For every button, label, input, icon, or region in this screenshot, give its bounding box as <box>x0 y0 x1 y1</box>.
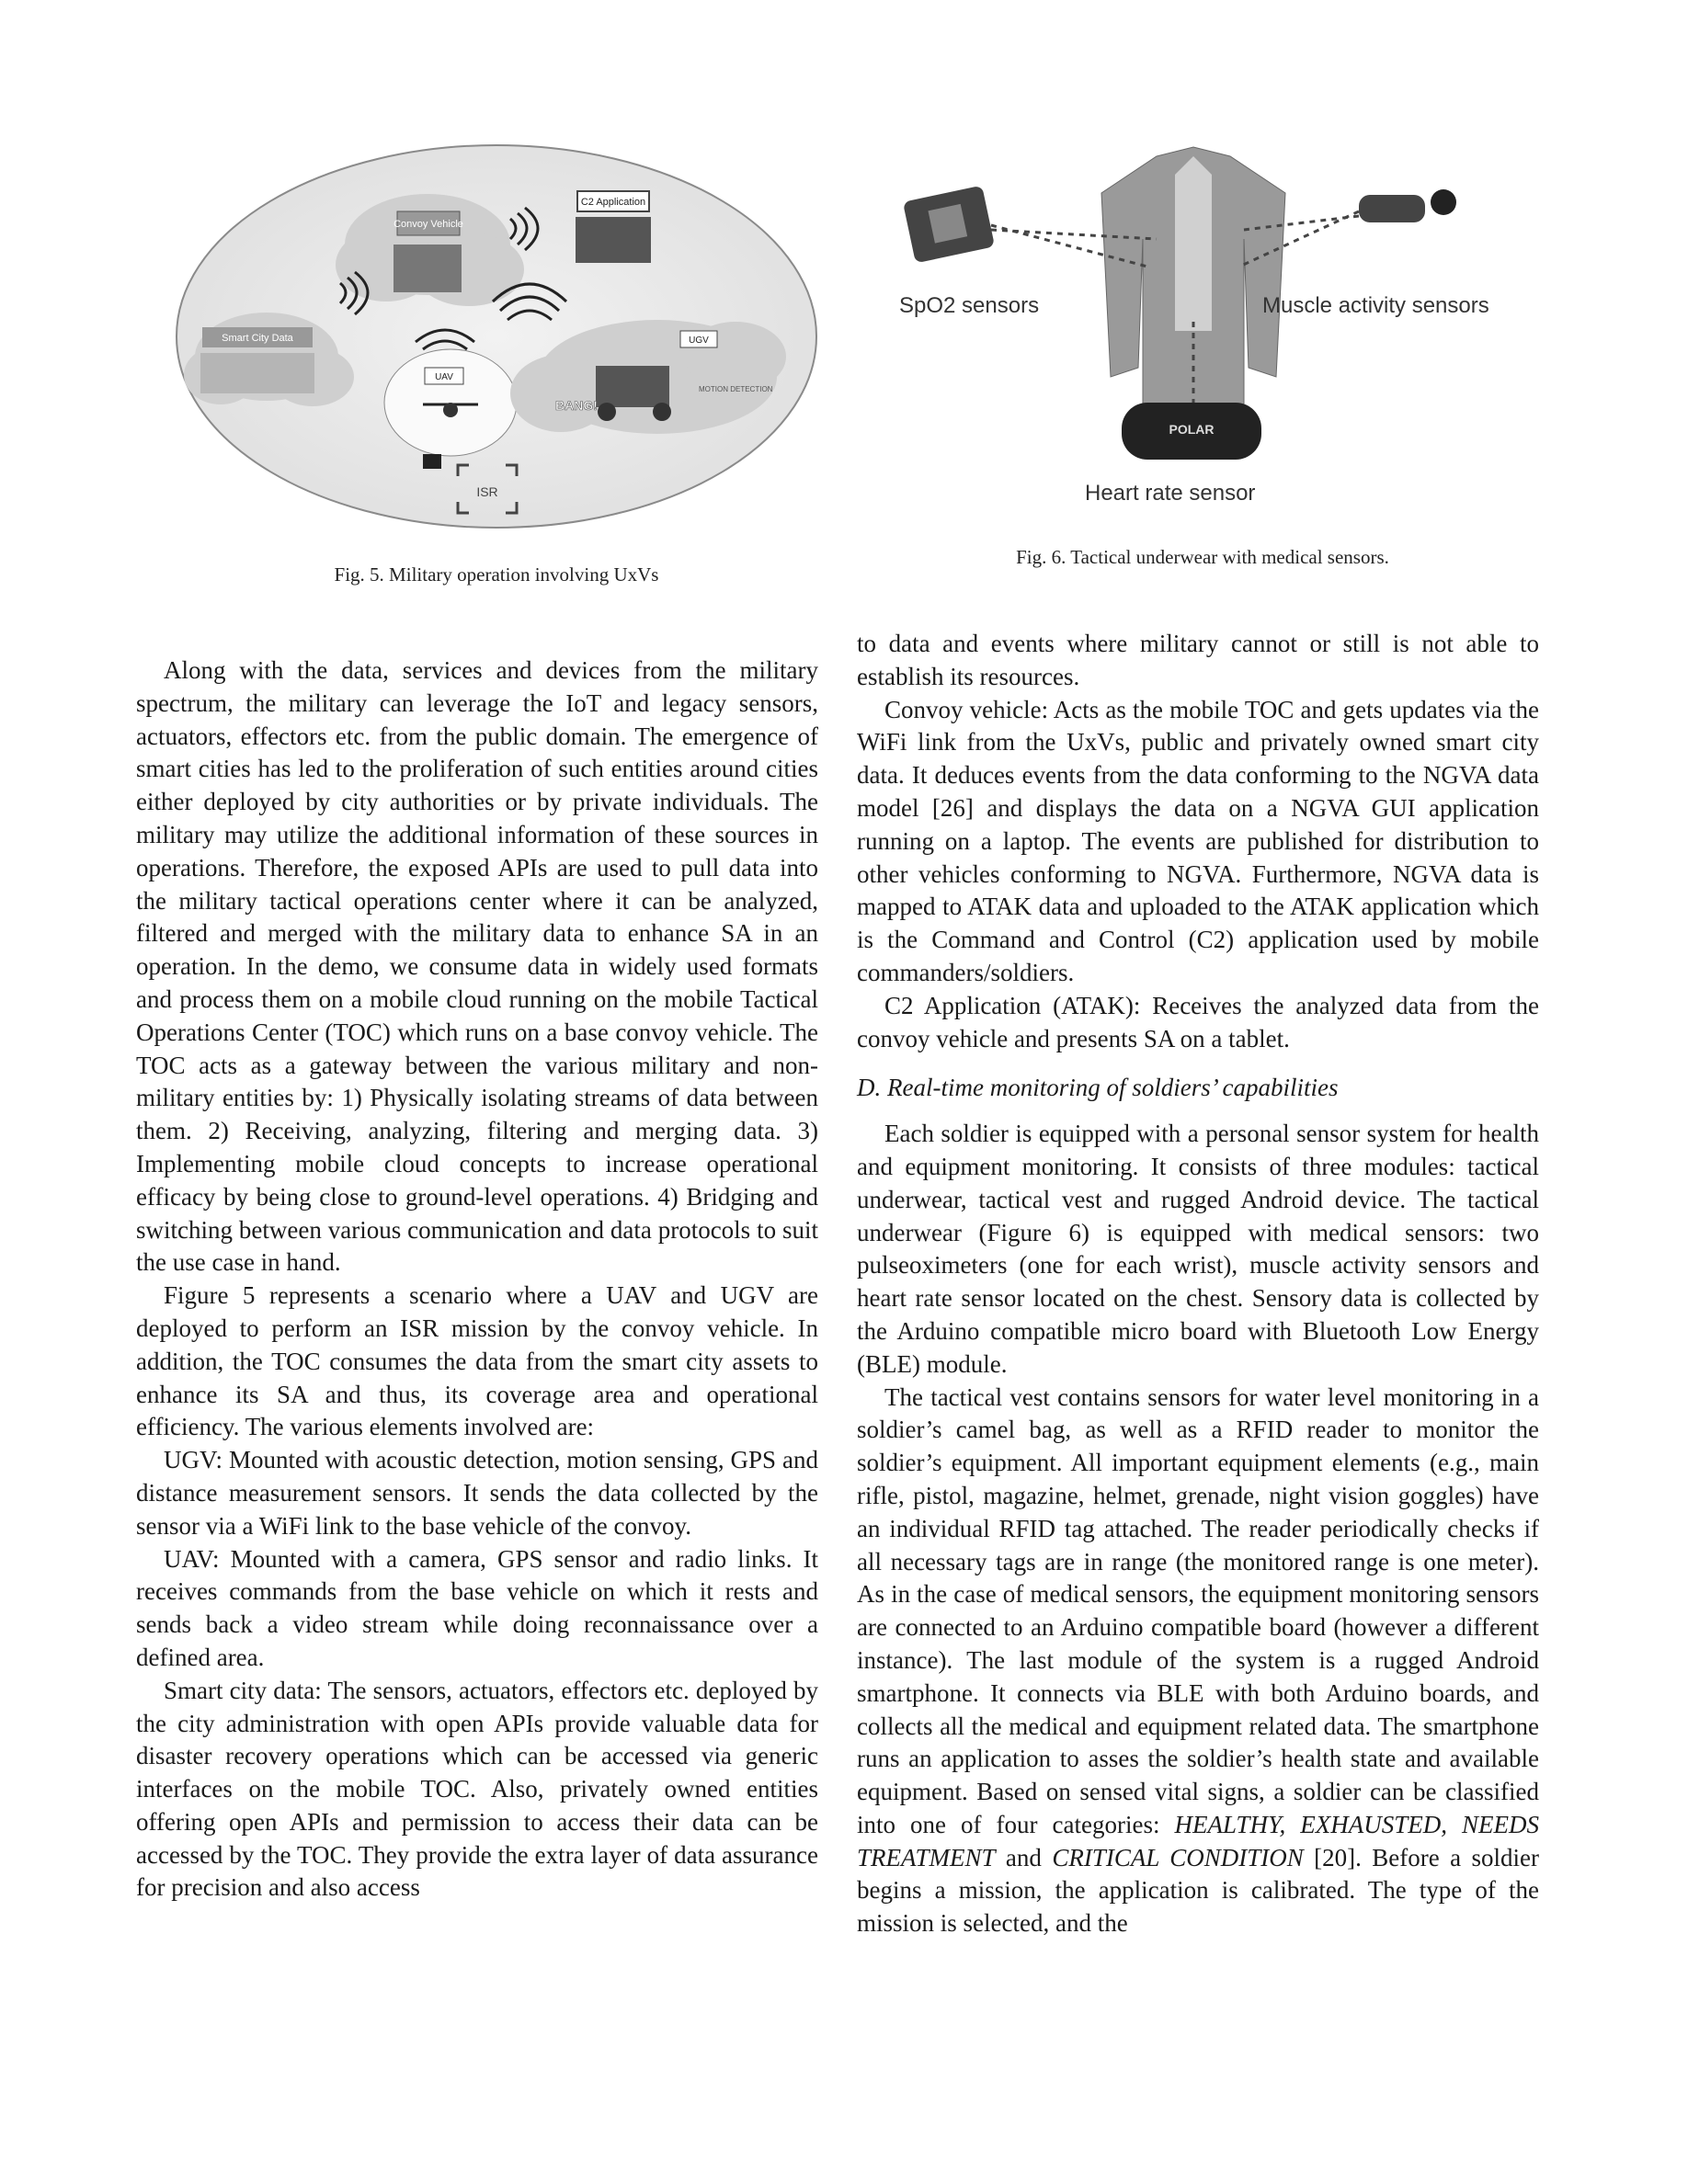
convoy-label: Convoy Vehicle <box>393 219 463 230</box>
category-critical: CRITICAL CONDITION <box>1052 1843 1304 1871</box>
fig5-caption: Fig. 5. Military operation involving UxVs <box>334 563 659 586</box>
fig6-caption: Fig. 6. Tactical underwear with medical sensors. <box>1016 546 1389 568</box>
c2-box <box>576 191 651 263</box>
heart-label: Heart rate sensor <box>1085 481 1256 506</box>
left-paragraph: UAV: Mounted with a camera, GPS sensor and radio links. It receives commands from the base vehicle on which it rests and sends back a video stream while doing reconnaissance over a defined area. <box>136 1544 818 1671</box>
isr-label: ISR <box>476 484 498 499</box>
smart-city-label: Smart City Data <box>222 333 293 344</box>
category-list: HEALTHY, EXHAUSTED, NEEDS TREATMENT <box>857 1810 1539 1871</box>
heart-rate-strap <box>1122 403 1261 460</box>
motion-label: MOTION DETECTION <box>699 385 773 393</box>
spo2-sensor-board <box>903 186 995 264</box>
and-word: and <box>995 1843 1053 1871</box>
left-column <box>136 654 818 1905</box>
muscle-label: Muscle activity sensors <box>1262 293 1489 318</box>
fig6-illustration <box>881 138 1524 515</box>
left-paragraph: Along with the data, services and devices from the military spectrum, the military can leverage the IoT and legacy sensors, actuators, effectors etc. from the public domain. The emergence of smart cities has led to the proliferation of such entities around cities either deployed by city authorities or by private individuals. The military may utilize the additional information of these sources in operations. Therefore, the exposed APIs are used to pull data into the military tactical operations center where it can be analyzed, filtered and merged with the military data to enhance SA in an operation. In the demo, we consume data in widely used formats and process them on a mobile cloud running on the mobile Tactical Operations Center (TOC) which runs on a base convoy vehicle. The TOC acts as a gateway between the various military and non-military entities by: 1) Physically isolating streams of data between them. 2) Receiving, analyzing, filtering and merging data. 3) Implementing mobile cloud concepts to increase operational efficacy by being close to ground-level operations. 4) Bridging and switching between various communication and data protocols to suit the use case in hand. <box>136 656 818 1277</box>
bang-label: BANG! <box>555 398 598 413</box>
right-paragraph: Each soldier is equipped with a personal sensor system for health and equipment monitoring. It consists of three modules: tactical underwear, tactical vest and rugged Android device. The tactical underwear (Figure 6) is equipped with medical sensors: two pulseoximeters (one for each wrist), muscle activity sensors and heart rate sensor located on the chest. Sensory data is collected by the Arduino compatible micro board with Bluetooth Low Energy (BLE) module. <box>857 1120 1539 1378</box>
uav-cloud <box>384 349 517 456</box>
section-heading: D. Real-time monitoring of soldiers’ capabilities <box>857 1074 1339 1102</box>
fig5-illustration <box>165 136 827 540</box>
right-paragraph: to data and events where military cannot or still is not able to establish its resources. <box>857 630 1539 690</box>
right-paragraph-last <box>857 1382 1539 1941</box>
p4-end: [20]. Before a soldier begins a mission, the application is calibrated. The type of the mission is selected, and the <box>857 1843 1539 1938</box>
right-paragraph: C2 Application (ATAK): Receives the analyzed data from the convoy vehicle and presents SA on a tablet. <box>857 991 1539 1052</box>
tactical-shirt <box>1101 147 1285 414</box>
p4-start: The tactical vest contains sensors for water level monitoring in a soldier’s camel bag, as well as a RFID reader to monitor the soldier’s equipment. All important equipment elements (e.g., main rifle, pistol, magazine, helmet, grenade, night vision goggles) have an individual RFID tag attached. The reader periodically checks if all necessary tags are in range (the monitored range is one meter). As in the case of medical sensors, the equipment monitoring sensors are connected to an Arduino compatible board (however a different instance). The last module of the system is a rugged Android smartphone. It connects via BLE with both Arduino boards, and collects all the medical and equipment related data. The smartphone runs an application to asses the soldier’s health state and available equipment. Based on sensed vital signs, a soldier can be classified into one of four categories: <box>857 1382 1539 1838</box>
figure-5 <box>165 136 827 540</box>
uav-label: UAV <box>435 372 453 382</box>
spo2-label: SpO2 sensors <box>899 293 1040 318</box>
left-paragraph: UGV: Mounted with acoustic detection, motion sensing, GPS and distance measurement sensors. It sends the data collected by the sensor via a WiFi link to the base vehicle of the convoy. <box>136 1446 818 1540</box>
left-paragraph: Figure 5 represents a scenario where a UAV and UGV are deployed to perform an ISR mission by the convoy vehicle. In addition, the TOC consumes the data from the smart city assets to enhance its SA and thus, its coverage area and operational efficiency. The various elements involved are: <box>136 1281 818 1441</box>
right-column <box>857 628 1539 1940</box>
ugv-label: UGV <box>689 336 709 346</box>
left-paragraph: Smart city data: The sensors, actuators, effectors etc. deployed by the city administration with open APIs provide valuable data for disaster recovery operations which can be accessed via generic interfaces on the mobile TOC. Also, privately owned entities offering open APIs and permission to access their data can be accessed by the TOC. They provide the extra layer of data assurance for precision and also access <box>136 1676 818 1902</box>
right-paragraph: Convoy vehicle: Acts as the mobile TOC and gets updates via the WiFi link from the UxVs, public and privately owned smart city data. It deduces events from the data conforming to the NGVA data model [26] and displays the data on a NGVA GUI application running on a laptop. The events are published for distribution to other vehicles conforming to NGVA. Furthermore, NGVA data is mapped to ATAK data and uploaded to the ATAK application which is the Command and Control (C2) application used by mobile commanders/soldiers. <box>857 695 1539 986</box>
muscle-sensor-board <box>1359 189 1456 222</box>
figure-6 <box>881 138 1524 515</box>
c2-label: C2 Application <box>580 197 646 208</box>
polar-logo: POLAR <box>1169 422 1215 437</box>
